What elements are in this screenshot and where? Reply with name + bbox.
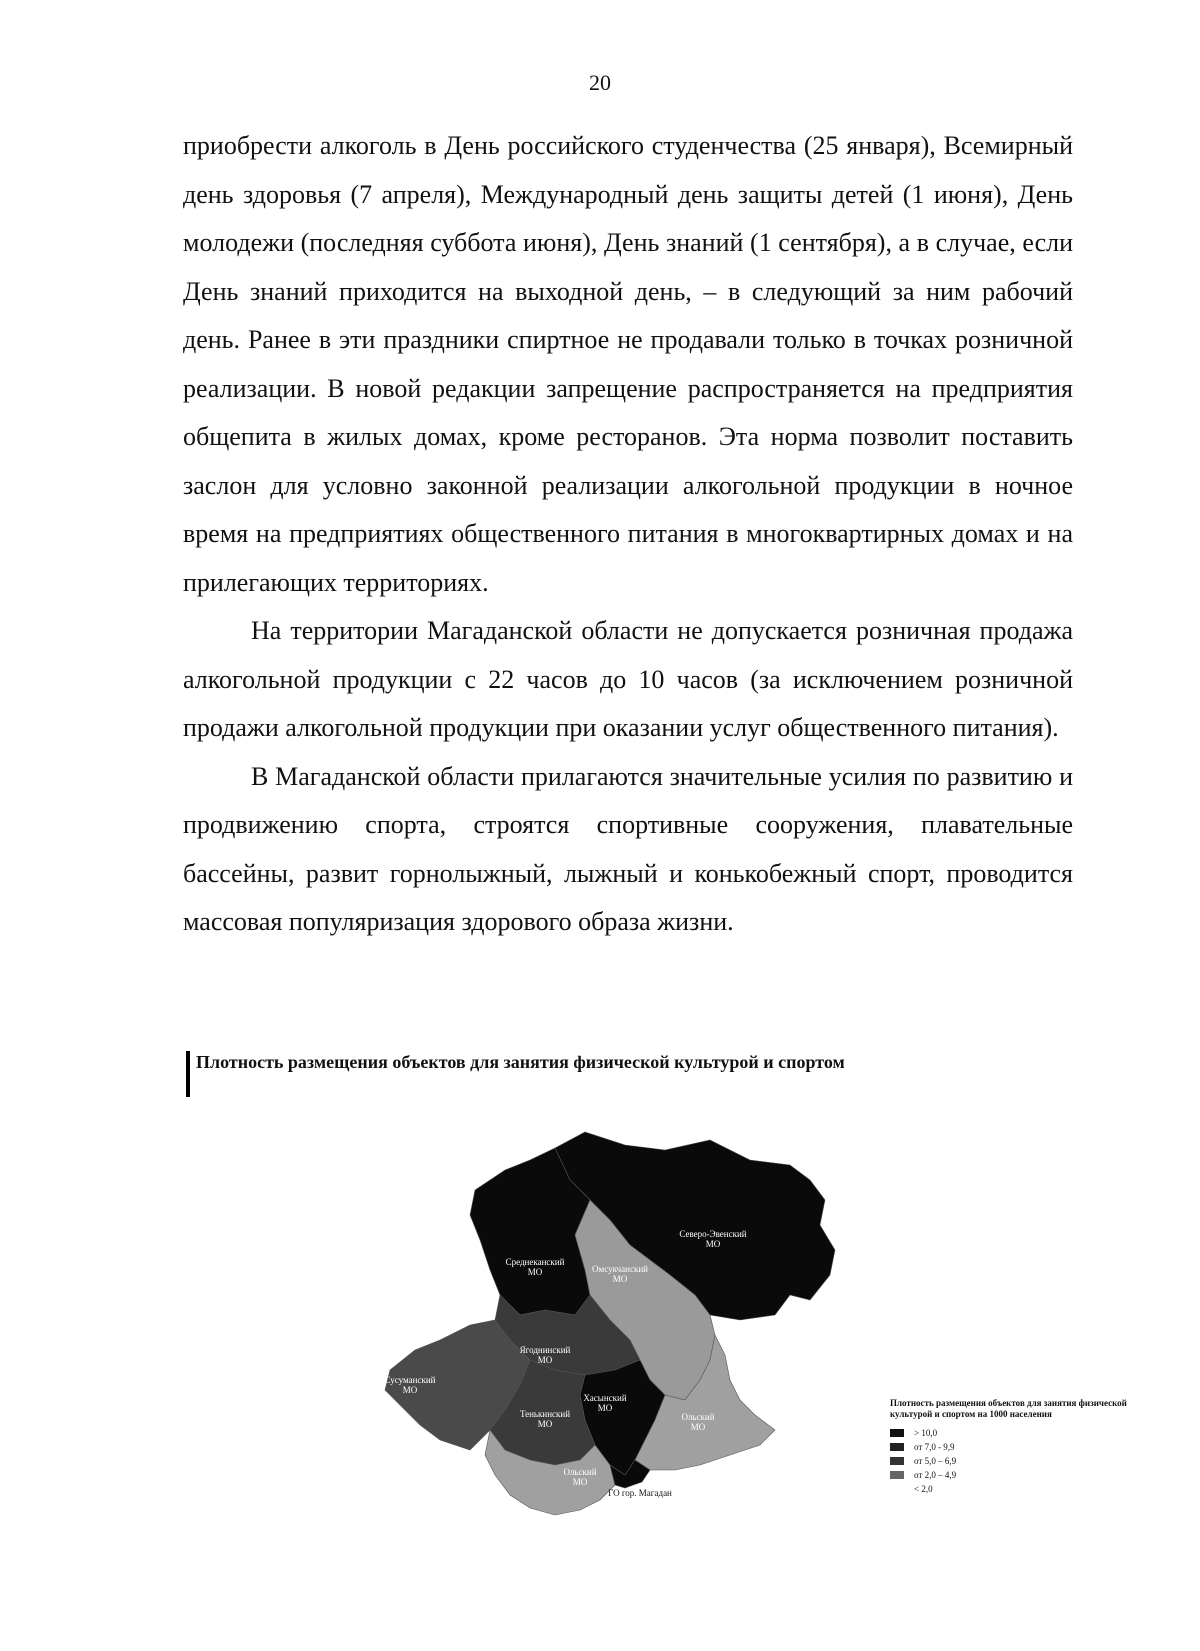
legend-item: [890, 1426, 1140, 1440]
region-label: МО: [690, 1422, 706, 1432]
region-label: МО: [537, 1355, 553, 1365]
legend-title: Плотность размещения объектов для занятия физической культурой и спортом на 1000 населения: [890, 1398, 1127, 1419]
legend-label: от 7,0 - 9,9: [914, 1441, 955, 1452]
legend-swatch: [890, 1443, 904, 1451]
map-heading-block: [186, 1051, 1096, 1097]
region-label: Ольский: [681, 1412, 715, 1422]
region-label: МО: [572, 1477, 588, 1487]
region-label: МО: [705, 1239, 721, 1249]
legend-swatch: [890, 1471, 904, 1479]
legend-label: от 2,0 – 4,9: [914, 1469, 957, 1480]
paragraph-2: На территории Магаданской области не допускается розничная продажа алкогольной продукции с 22 часов до 10 часов (за исключением розничной продажи алкогольной продукции при оказании услуг общественного питания).: [183, 616, 1073, 742]
region-label: МО: [537, 1419, 553, 1429]
region-label: Ягоднинский: [519, 1345, 571, 1355]
legend-swatch: [890, 1457, 904, 1465]
region-label: Омсукчанский: [592, 1264, 648, 1274]
legend-label: < 2,0: [914, 1483, 933, 1494]
legend-label: от 5,0 – 6,9: [914, 1455, 957, 1466]
region-label: Среднеканский: [505, 1257, 565, 1267]
region-label: Тенькинский: [519, 1409, 571, 1419]
region-label: Северо-Эвенский: [679, 1229, 747, 1239]
legend-item: [890, 1454, 1140, 1468]
body-text: [183, 122, 1073, 947]
page-number: 20: [589, 70, 611, 95]
legend-item: [890, 1468, 1140, 1482]
region-label: Ольский: [563, 1467, 597, 1477]
region-label: Хасынский: [583, 1393, 627, 1403]
region-label: МО: [527, 1267, 543, 1277]
paragraph-1: приобрести алкоголь в День российского студенчества (25 января), Всемирный день здоровья (7 апреля), Международный день защиты детей (1 июня), День молодежи (последняя суббота июня), День знаний (1 сентября), а в случае, если День знаний приходится на выходной день, – в следующий за ним рабочий день. Ранее в эти праздники спиртное не продавали только в точках розничной реализации. В новой редакции запрещение распространяется на предприятия общепита в жилых домах, кроме ресторанов. Эта норма позволит поставить заслон для условно законной реализации алкогольной продукции в ночное время на предприятиях общественного питания в многоквартирных домах и на прилегающих территориях.: [183, 131, 1073, 597]
legend-item: [890, 1440, 1140, 1454]
map-legend: [890, 1398, 1140, 1496]
region-label: МО: [402, 1385, 418, 1395]
paragraph-3: В Магаданской области прилагаются значительные усилия по развитию и продвижению спорта, строятся спортивные сооружения, плавательные бассейны, развит горнолыжный, лыжный и конькобежный спорт, проводится массовая популяризация здорового образа жизни.: [183, 761, 1073, 936]
region-label: МО: [597, 1403, 613, 1413]
legend-item: [890, 1482, 1140, 1496]
legend-swatch: [890, 1485, 904, 1493]
map-heading: Плотность размещения объектов для занятия физической культурой и спортом: [196, 1052, 845, 1072]
legend-label: > 10,0: [914, 1427, 938, 1438]
region-label: Сусуманский: [384, 1375, 436, 1385]
region-label: МО: [612, 1274, 628, 1284]
legend-swatch: [890, 1429, 904, 1437]
region-label: ГО гор. Магадан: [608, 1488, 672, 1498]
region-map: [380, 1120, 860, 1530]
